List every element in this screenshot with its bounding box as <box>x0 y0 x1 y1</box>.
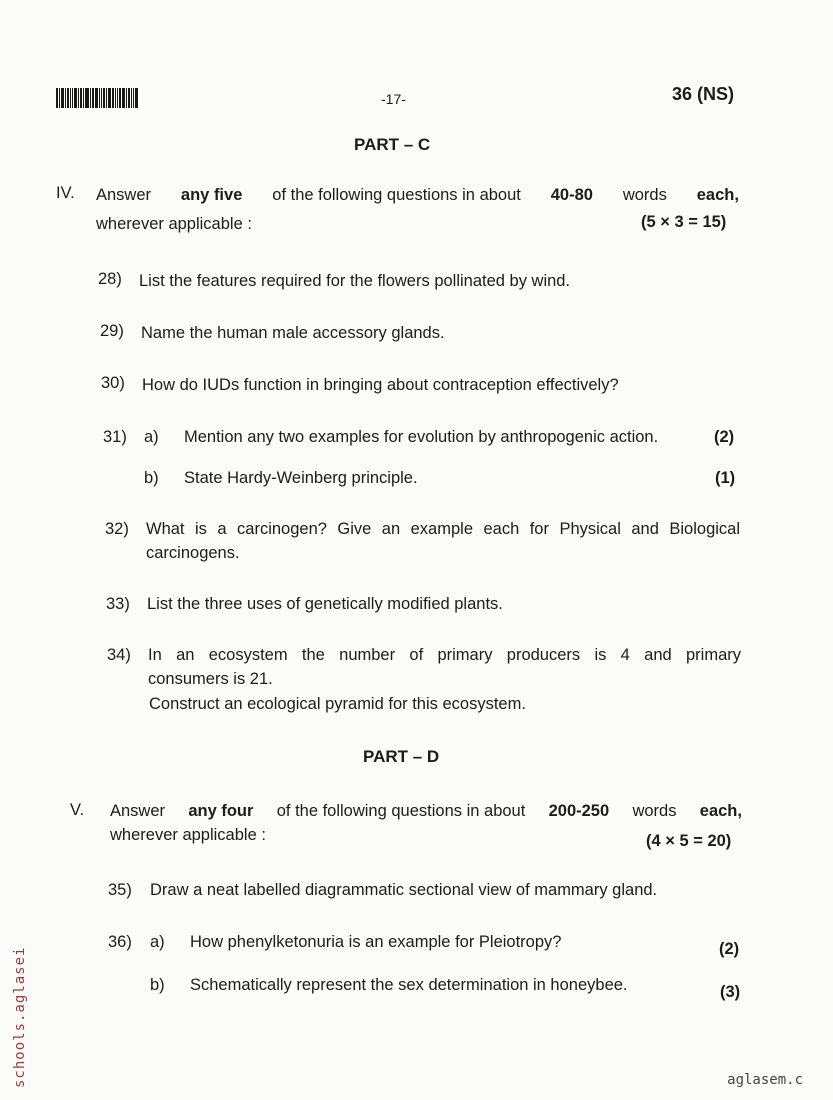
subquestion-label: a) <box>144 428 159 446</box>
question-text: Name the human male accessory glands. <box>141 324 445 342</box>
section-v-marks: (4 × 5 = 20) <box>646 832 732 850</box>
barcode <box>56 88 168 108</box>
section-v-instruction-line2: wherever applicable : <box>110 826 266 844</box>
question-number: 34) <box>107 646 131 664</box>
question-number: 36) <box>108 933 132 951</box>
subquestion-label: b) <box>150 976 165 994</box>
section-v-instruction: Answer any four of the following questions in about 200-250 words each, <box>110 802 742 820</box>
question-marks: (2) <box>719 940 740 958</box>
side-watermark: schools.aglasei <box>12 946 28 1088</box>
question-text: List the features required for the flowers pollinated by wind. <box>139 272 571 290</box>
question-text: In an ecosystem the number of primary producers is 4 and primary <box>148 646 741 664</box>
section-iv-instruction-line2: wherever applicable : <box>96 215 252 233</box>
subquestion-label: b) <box>144 469 159 487</box>
question-number: 35) <box>108 881 132 899</box>
question-number: 33) <box>106 595 130 613</box>
part-c-title: PART – C <box>354 135 431 154</box>
subquestion-label: a) <box>150 933 165 951</box>
question-number: 32) <box>105 520 129 538</box>
question-text: Mention any two examples for evolution by anthropogenic action. <box>184 428 659 446</box>
question-text: Schematically represent the sex determination in honeybee. <box>190 976 628 994</box>
page-number: -17- <box>381 91 406 107</box>
question-number: 28) <box>98 270 122 288</box>
question-text: How do IUDs function in bringing about contraception effectively? <box>142 376 619 394</box>
question-text-continued: consumers is 21. <box>148 670 273 688</box>
question-text: State Hardy-Weinberg principle. <box>184 469 418 487</box>
section-iv-instruction: Answer any five of the following questions in about 40-80 words each, <box>96 186 739 204</box>
paper-code: 36 (NS) <box>672 84 735 104</box>
section-iv-marks: (5 × 3 = 15) <box>641 213 727 231</box>
question-marks: (1) <box>715 469 736 487</box>
question-text-continued: Construct an ecological pyramid for this ecosystem. <box>149 695 526 713</box>
question-text: How phenylketonuria is an example for Pleiotropy? <box>190 933 562 951</box>
bottom-watermark: aglasem.c <box>727 1072 803 1088</box>
question-number: 30) <box>101 374 125 392</box>
question-text: Draw a neat labelled diagrammatic sectional view of mammary gland. <box>150 881 658 899</box>
question-text: What is a carcinogen? Give an example each for Physical and Biological <box>146 520 740 538</box>
question-number: 29) <box>100 322 124 340</box>
question-marks: (3) <box>720 983 741 1001</box>
part-d-title: PART – D <box>363 747 440 766</box>
question-text: List the three uses of genetically modified plants. <box>147 595 503 613</box>
section-v-roman: V. <box>70 801 85 819</box>
question-number: 31) <box>103 428 127 446</box>
question-marks: (2) <box>714 428 735 446</box>
section-iv-roman: IV. <box>56 184 75 202</box>
question-text-continued: carcinogens. <box>146 544 240 562</box>
